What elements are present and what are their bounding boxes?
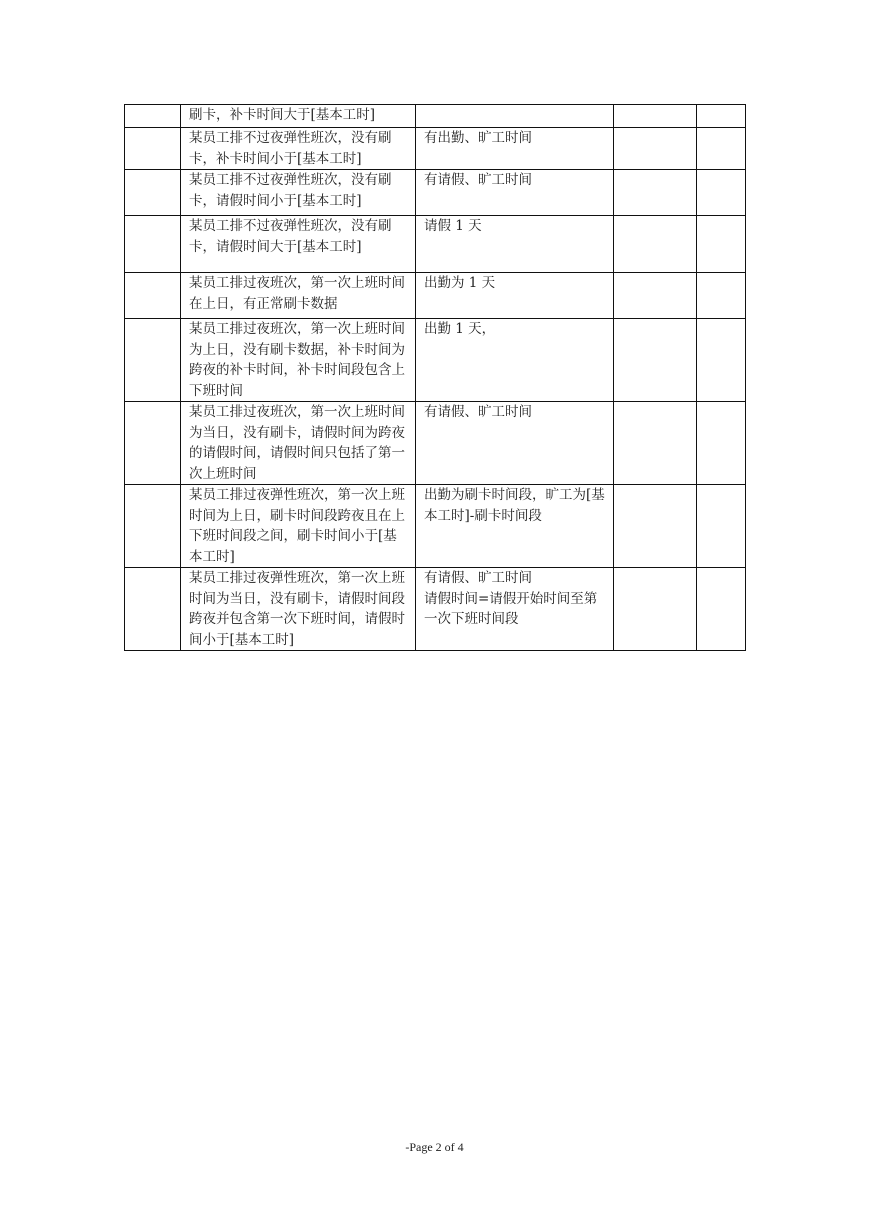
table-row: [125, 319, 746, 402]
cell-index: [125, 170, 181, 216]
expected-result-line: 有请假、旷工时间: [424, 172, 532, 188]
cell-index: [125, 319, 181, 402]
cell-description: 某员工排过夜弹性班次，第一次上班时间为上日，刷卡时间段跨夜且在上下班时间段之间，刷卡时间小于[基本工时]: [181, 485, 416, 568]
expected-result-line: 请假 1 天: [424, 218, 482, 234]
cell-actual-result: [614, 319, 697, 402]
cell-expected-result: [416, 216, 614, 273]
cell-expected-result: [416, 273, 614, 319]
cell-description: 刷卡，补卡时间大于[基本工时]: [181, 105, 416, 128]
cell-description: 某员工排不过夜弹性班次，没有刷卡，补卡时间小于[基本工时]: [181, 128, 416, 170]
table-row: [125, 128, 746, 170]
cell-remark: [697, 273, 746, 319]
cell-actual-result: [614, 568, 697, 651]
cell-description: 某员工排过夜弹性班次，第一次上班时间为当日，没有刷卡，请假时间段跨夜并包含第一次下班时间，请假时间小于[基本工时]: [181, 568, 416, 651]
cell-expected-result: [416, 485, 614, 568]
cell-remark: [697, 170, 746, 216]
cell-index: [125, 105, 181, 128]
expected-result-line: 出勤 1 天，: [424, 321, 496, 337]
cell-index: [125, 568, 181, 651]
expected-result-line: 出勤为刷卡时间段，旷工为[基本工时]-刷卡时间段: [424, 487, 605, 524]
cell-remark: [697, 402, 746, 485]
cell-expected-result: [416, 568, 614, 651]
expected-result-line: 有请假、旷工时间: [424, 570, 532, 586]
cell-index: [125, 128, 181, 170]
cell-remark: [697, 105, 746, 128]
cell-description: 某员工排过夜班次，第一次上班时间为当日，没有刷卡，请假时间为跨夜的请假时间，请假时间只包括了第一次上班时间: [181, 402, 416, 485]
cell-index: [125, 485, 181, 568]
expected-result-line: 有出勤、旷工时间: [424, 130, 532, 146]
cell-remark: [697, 568, 746, 651]
table-row: [125, 485, 746, 568]
cell-actual-result: [614, 273, 697, 319]
cell-expected-result: [416, 170, 614, 216]
cell-actual-result: [614, 402, 697, 485]
cell-expected-result: [416, 319, 614, 402]
cell-index: [125, 273, 181, 319]
page-footer: -Page 2 of 4: [405, 1140, 464, 1154]
cell-remark: [697, 128, 746, 170]
expected-result-line: 出勤为 1 天: [424, 275, 496, 291]
cell-remark: [697, 485, 746, 568]
cell-remark: [697, 319, 746, 402]
cell-description: 某员工排不过夜弹性班次，没有刷卡，请假时间小于[基本工时]: [181, 170, 416, 216]
table-row: [125, 402, 746, 485]
table-row: [125, 273, 746, 319]
cell-expected-result: [416, 402, 614, 485]
cell-description: 某员工排过夜班次，第一次上班时间在上日，有正常刷卡数据: [181, 273, 416, 319]
cell-remark: [697, 216, 746, 273]
test-case-table: [124, 104, 746, 651]
cell-actual-result: [614, 485, 697, 568]
cell-index: [125, 402, 181, 485]
expected-result-line: 请假时间=请假开始时间至第一次下班时间段: [424, 590, 598, 627]
cell-description: 某员工排过夜班次，第一次上班时间为上日，没有刷卡数据，补卡时间为跨夜的补卡时间，补卡时间段包含上下班时间: [181, 319, 416, 402]
cell-actual-result: [614, 128, 697, 170]
table-row: [125, 216, 746, 273]
cell-actual-result: [614, 216, 697, 273]
table-row: [125, 170, 746, 216]
table-row: [125, 105, 746, 128]
cell-actual-result: [614, 105, 697, 128]
cell-index: [125, 216, 181, 273]
table-body: [125, 105, 746, 651]
cell-expected-result: [416, 105, 614, 128]
cell-expected-result: [416, 128, 614, 170]
expected-result-line: 有请假、旷工时间: [424, 404, 532, 420]
cell-actual-result: [614, 170, 697, 216]
cell-description: 某员工排不过夜弹性班次，没有刷卡，请假时间大于[基本工时]: [181, 216, 416, 273]
table-row: [125, 568, 746, 651]
